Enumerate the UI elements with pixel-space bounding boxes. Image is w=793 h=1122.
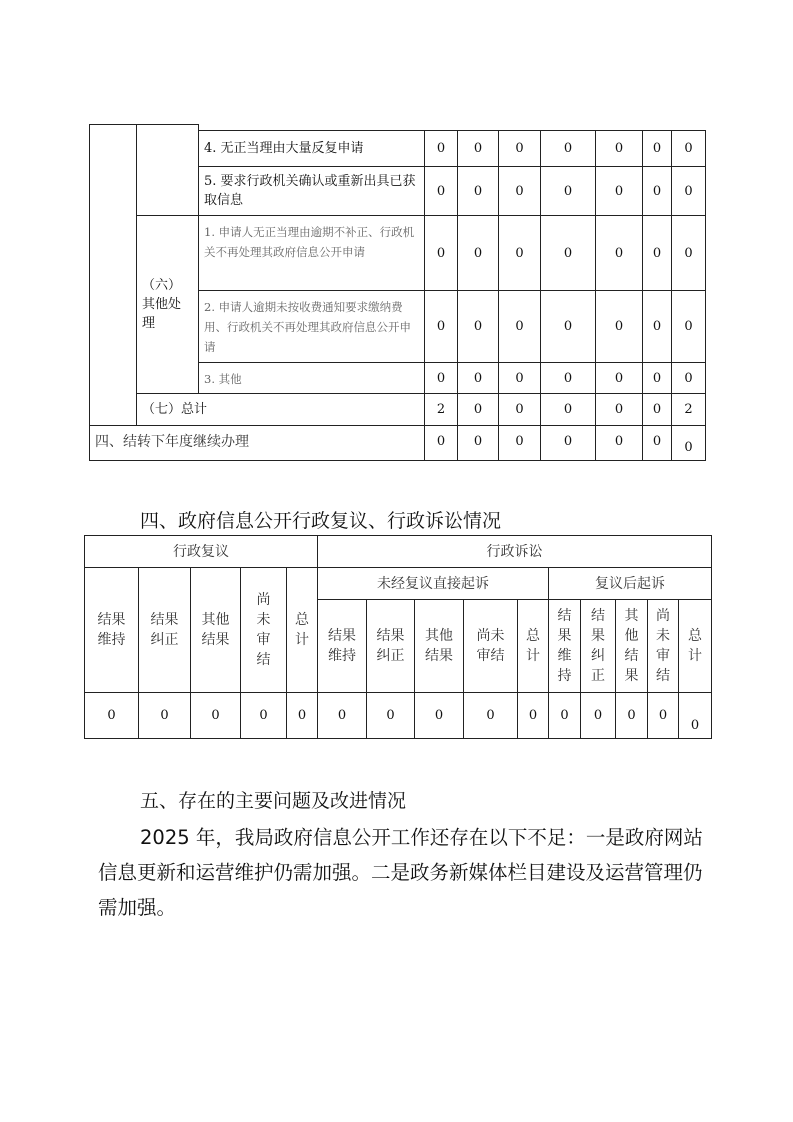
value-cell: 0 [671, 166, 706, 216]
value-cell: 0 [366, 692, 415, 739]
value-cell: 0 [671, 290, 706, 363]
section-5-heading: 五、存在的主要问题及改进情况 [140, 790, 407, 812]
column-header: 结果 纠正 [138, 567, 191, 693]
row-label: 4. 无正当理由大量反复申请 [198, 130, 425, 167]
column-header: 结果 纠正 [366, 599, 415, 693]
value-cell: 0 [595, 393, 643, 426]
value-cell: 0 [424, 130, 458, 167]
group-label-other: （六） 其他处 理 [136, 215, 199, 394]
value-cell: 0 [642, 362, 672, 394]
column-header: 尚未 审结 [463, 599, 518, 693]
value-cell: 0 [424, 290, 458, 363]
value-cell: 0 [138, 692, 191, 739]
value-cell: 0 [671, 425, 706, 461]
value-cell: 0 [595, 215, 643, 291]
column-header: 结果 维持 [317, 599, 367, 693]
column-header: 其 他 结 果 [615, 599, 648, 693]
column-header: 总 计 [286, 567, 318, 693]
value-cell: 0 [84, 692, 139, 739]
value-cell: 0 [642, 425, 672, 461]
value-cell: 0 [671, 130, 706, 167]
value-cell: 0 [457, 362, 499, 394]
value-cell: 0 [517, 692, 549, 739]
value-cell: 0 [540, 393, 596, 426]
value-cell: 0 [671, 362, 706, 394]
value-cell: 0 [595, 130, 643, 167]
group-column [136, 124, 199, 216]
value-cell: 0 [424, 362, 458, 394]
value-cell: 2 [671, 393, 706, 426]
section-4-heading: 四、政府信息公开行政复议、行政诉讼情况 [140, 510, 502, 532]
value-cell: 0 [615, 692, 648, 739]
value-cell: 0 [317, 692, 367, 739]
value-cell: 0 [414, 692, 464, 739]
value-cell: 0 [595, 290, 643, 363]
value-cell: 0 [286, 692, 318, 739]
value-cell: 0 [424, 425, 458, 461]
value-cell: 0 [540, 215, 596, 291]
value-cell: 2 [424, 393, 458, 426]
value-cell: 0 [540, 290, 596, 363]
value-cell: 0 [678, 692, 712, 739]
value-cell: 0 [240, 692, 287, 739]
column-header: 结果 维持 [84, 567, 139, 693]
value-cell: 0 [642, 290, 672, 363]
section-5-paragraph: 2025 年，我局政府信息公开工作还存在以下不足：一是政府网站信息更新和运营维护仍需加强。二是政务新媒体栏目建设及运营管理仍需加强。 [98, 826, 703, 919]
value-cell: 0 [457, 215, 499, 291]
row-label: 1. 申请人无正当理由逾期不补正、行政机关不再处理其政府信息公开申请 [198, 215, 425, 291]
column-header: 结 果 纠 正 [580, 599, 616, 693]
value-cell: 0 [457, 290, 499, 363]
value-cell: 0 [548, 692, 581, 739]
value-cell: 0 [498, 166, 541, 216]
value-cell: 0 [463, 692, 518, 739]
header-direct: 未经复议直接起诉 [317, 567, 549, 600]
value-cell: 0 [540, 425, 596, 461]
column-header: 其他 结果 [414, 599, 464, 693]
column-header: 结 果 维 持 [548, 599, 581, 693]
value-cell: 0 [642, 130, 672, 167]
row-label: 四、结转下年度继续办理 [89, 425, 425, 461]
value-cell: 0 [498, 362, 541, 394]
row-label: 2. 申请人逾期未按收费通知要求缴纳费用、行政机关不再处理其政府信息公开申请 [198, 290, 425, 363]
value-cell: 0 [595, 425, 643, 461]
value-cell: 0 [642, 215, 672, 291]
value-cell: 0 [498, 215, 541, 291]
value-cell: 0 [457, 166, 499, 216]
value-cell: 0 [424, 215, 458, 291]
category-column [89, 124, 137, 426]
value-cell: 0 [595, 362, 643, 394]
value-cell: 0 [190, 692, 241, 739]
value-cell: 0 [642, 166, 672, 216]
value-cell: 0 [540, 130, 596, 167]
header-litigation: 行政诉讼 [317, 535, 712, 568]
row-label: （七）总计 [136, 393, 425, 426]
value-cell: 0 [595, 166, 643, 216]
value-cell: 0 [498, 393, 541, 426]
column-header: 尚 未 审 结 [240, 567, 287, 693]
value-cell: 0 [540, 362, 596, 394]
value-cell: 0 [498, 290, 541, 363]
value-cell: 0 [647, 692, 679, 739]
row-label: 3. 其他 [198, 362, 425, 394]
column-header: 总 计 [517, 599, 549, 693]
value-cell: 0 [457, 393, 499, 426]
column-header: 尚 未 审 结 [647, 599, 679, 693]
value-cell: 0 [498, 425, 541, 461]
value-cell: 0 [457, 425, 499, 461]
value-cell: 0 [457, 130, 499, 167]
header-review: 行政复议 [84, 535, 318, 568]
column-header: 其他 结果 [190, 567, 241, 693]
value-cell: 0 [671, 215, 706, 291]
column-header: 总 计 [678, 599, 712, 693]
value-cell: 0 [540, 166, 596, 216]
row-label: 5. 要求行政机关确认或重新出具已获取信息 [198, 166, 425, 216]
value-cell: 0 [580, 692, 616, 739]
value-cell: 0 [642, 393, 672, 426]
header-after-review: 复议后起诉 [548, 567, 712, 600]
value-cell: 0 [424, 166, 458, 216]
value-cell: 0 [498, 130, 541, 167]
